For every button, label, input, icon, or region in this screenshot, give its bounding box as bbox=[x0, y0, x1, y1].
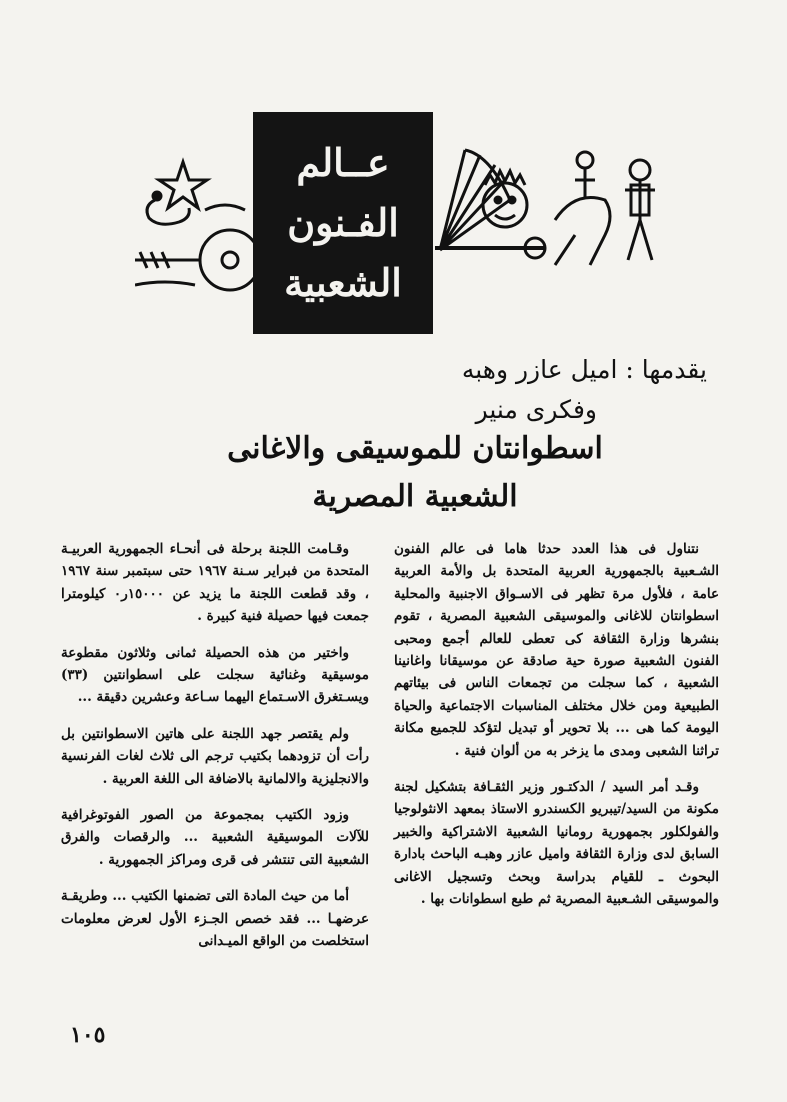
paragraph: ولم يقتصر جهد اللجنة على هاتين الاسطوانتين بل رأت أن تزودهما بكتيب ترجم الى ثلاث لغات الفرنسية والانجليزية والالمانية بالاضافة الى اللغة العربية . bbox=[61, 725, 369, 787]
page-number: ١٠٥ bbox=[70, 1022, 106, 1048]
paragraph: وقـد أمر السيد / الدكتـور وزير الثقـافة بتشكيل لجنة مكونة من السيد/تيبريو الكسندرو الاستاذ بمعهد الانثولوجيا والفولكلور بجمهورية رومانيا الشعبية الاشتراكية والخبير السابق لدى وزارة الثقافة واميل عازر وهبـه الباحث بادارة البحوث ـ للقيام بدراسة وبحث وتسجيل الاغانى والموسيقى الشـعبية المصرية ثم طبع اسطوانات بها . bbox=[394, 779, 719, 908]
section-title-box bbox=[253, 112, 433, 334]
article-title-line: اسطوانتان للموسيقى والاغانى bbox=[227, 431, 603, 466]
article-title-line: الشعبية المصرية bbox=[312, 479, 518, 514]
article-title bbox=[220, 425, 610, 521]
presenters-line: يقدمها : اميل عازر وهبه bbox=[461, 355, 707, 384]
paragraph: وزود الكتيب بمجموعة من الصور الفوتوغرافية للآلات الموسيقية الشعبية ... والرقصات والفرق الشعبية التى تنتشر فى قرى ومراكز الجمهورية . bbox=[61, 807, 369, 868]
article-column-left bbox=[61, 538, 369, 967]
presenters-credit bbox=[287, 350, 707, 430]
section-title-line: الفـنون bbox=[287, 200, 399, 245]
section-title-line: الشعبية bbox=[284, 260, 402, 305]
paragraph: وقـامت اللجنة برحلة فى أنحـاء الجمهورية العربيـة المتحدة من فبراير سـنة ١٩٦٧ حتى سبتمبر سنة ١٩٦٧ ، وقد قطعت اللجنة ما يزيد عن ١٥٠٠٠ر٠ كيلومترا جمعت فيها حصيلة فنية كبيرة . bbox=[61, 541, 369, 625]
section-banner bbox=[135, 110, 665, 340]
section-title-line: عــالم bbox=[296, 140, 390, 185]
folk-instruments-illustration bbox=[135, 150, 255, 300]
folk-figures-illustration bbox=[435, 130, 665, 280]
paragraph: نتناول فى هذا العدد حدثا هاما فى عالم الفنون الشـعبية بالجمهورية العربية المتحدة بل والأمة العربية عامة ، فلأول مرة تظهر فى الاسـواق الاجنبية والمحلية اسطوانتان للاغانى والموسيقى الشعبية المصرية ، تقوم بنشرها وزارة الثقافة كى تعطى للعالم أجمع ومحبى الفنون الشعبية صورة حية صادقة عن موسيقانا واغانينا الشعبية ، كما سجلت من تجمعات الناس فى بيئاتهم الطبيعية ومن خلال مختلف المناسبات الاجتماعية والحياة اليومة كما هى ... بلا تحوير أو تبديل لتؤكد للجميع مكانة تراثنا الشعبى ومدى ما يزخر به من ألوان فنية . bbox=[394, 541, 719, 759]
paragraph: واختير من هذه الحصيلة ثمانى وثلاثون مقطوعة موسيقية وغنائية سجلت على اسطوانتين (٣٣) ويسـتغرق الاسـتماع اليهما سـاعة وعشرين دقيقة ... bbox=[61, 644, 369, 706]
presenters-line: وفكرى منير bbox=[475, 395, 597, 424]
paragraph: أما من حيث المادة التى تضمنها الكتيب ... وطريقـة عرضهـا ... فقد خصص الجـزء الأول لعرض معلومات استخلصت من الواقع الميـدانى bbox=[61, 888, 369, 950]
article-column-right bbox=[394, 538, 719, 925]
